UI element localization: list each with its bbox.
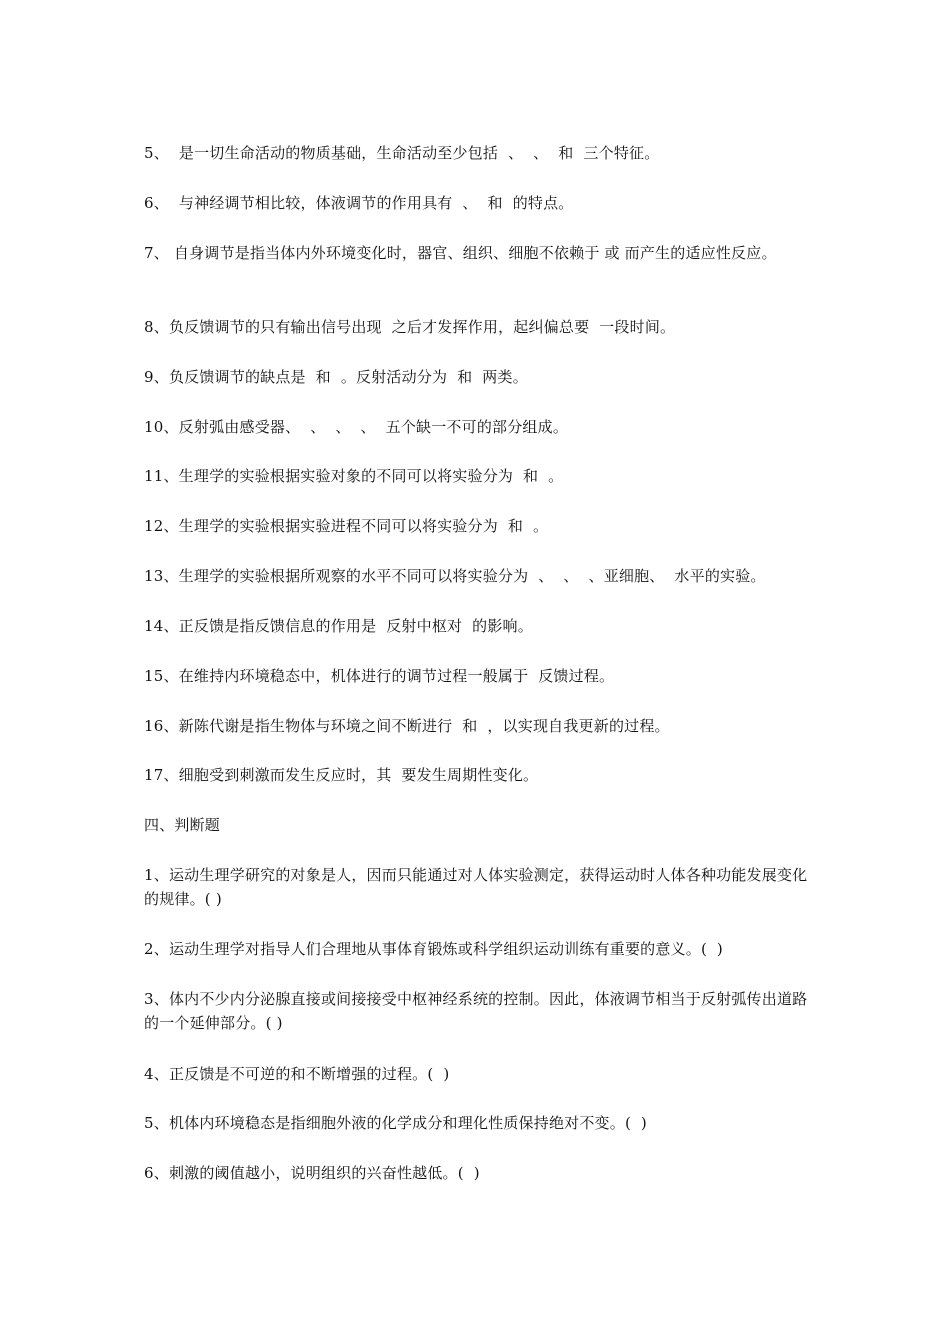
section-title: 四、判断题 <box>144 816 221 834</box>
fill-blank-item-14: 14、正反馈是指反馈信息的作用是 反射中枢对 的影响。 <box>144 617 533 635</box>
fill-blank-item-8: 8、负反馈调节的只有输出信号出现 之后才发挥作用，起纠偏总要 一段时间。 <box>144 318 676 336</box>
judgment-item-1: 1、运动生理学研究的对象是人，因而只能通过对人体实验测定，获得运动时人体各种功能发展变化的规律。( ) <box>144 866 808 908</box>
fill-blank-item-11: 11、生理学的实验根据实验对象的不同可以将实验分为 和 。 <box>144 467 564 485</box>
judgment-item-6: 6、刺激的阈值越小，说明组织的兴奋性越低。( ) <box>144 1164 480 1182</box>
judgment-item-4: 4、正反馈是不可逆的和不断增强的过程。( ) <box>144 1065 450 1083</box>
fill-blank-item-10: 10、反射弧由感受器、 、 、 、 五个缺一不可的部分组成。 <box>144 418 569 436</box>
fill-blank-item-7: 7、 自身调节是指当体内外环境变化时，器官、组织、细胞不依赖于 或 而产生的适应性反应。 <box>144 244 777 262</box>
fill-blank-item-17: 17、细胞受到刺激而发生反应时，其 要发生周期性变化。 <box>144 766 539 784</box>
fill-blank-item-9: 9、负反馈调节的缺点是 和 。反射活动分为 和 两类。 <box>144 368 528 386</box>
fill-blank-item-15: 15、在维持内环境稳态中，机体进行的调节过程一般属于 反馈过程。 <box>144 667 615 685</box>
judgment-item-2: 2、运动生理学对指导人们合理地从事体育锻炼或科学组织运动训练有重要的意义。( ) <box>144 940 723 958</box>
fill-blank-item-12: 12、生理学的实验根据实验进程不同可以将实验分为 和 。 <box>144 517 549 535</box>
judgment-item-5: 5、机体内环境稳态是指细胞外液的化学成分和理化性质保持绝对不变。( ) <box>144 1114 647 1132</box>
fill-blank-item-16: 16、新陈代谢是指生物体与环境之间不断进行 和 ，以实现自我更新的过程。 <box>144 717 670 735</box>
judgment-item-3: 3、体内不少内分泌腺直接或间接接受中枢神经系统的控制。因此，体液调节相当于反射弧传出道路的一个延伸部分。( ) <box>144 990 808 1032</box>
fill-blank-item-6: 6、 与神经调节相比较，体液调节的作用具有 、 和 的特点。 <box>144 194 574 212</box>
fill-blank-item-5: 5、 是一切生命活动的物质基础，生命活动至少包括 、 、 和 三个特征。 <box>144 144 660 162</box>
fill-blank-item-13: 13、生理学的实验根据所观察的水平不同可以将实验分为 、 、 、亚细胞、 水平的实验。 <box>144 567 766 585</box>
